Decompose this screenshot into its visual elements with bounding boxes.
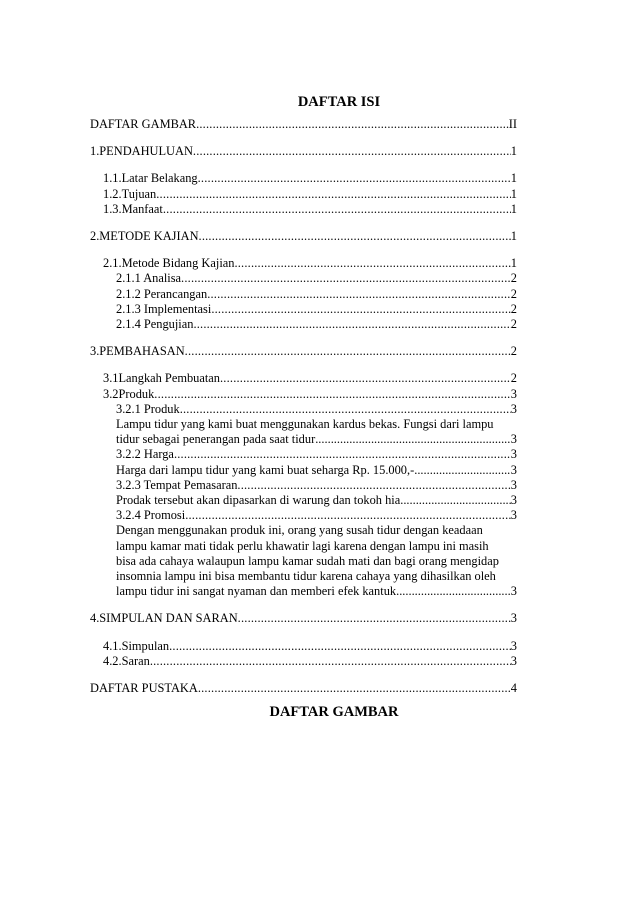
toc-entry-label: 4.2.Saran (103, 653, 150, 668)
toc-paragraph-promosi[interactable] (90, 523, 517, 599)
paragraph-line: insomnia lampu ini bisa membantu tidur karena cahaya yang dihasilkan oleh (116, 569, 496, 584)
toc-entry-daftar-gambar[interactable] (90, 117, 517, 132)
toc-entry-latar-belakang[interactable] (90, 171, 517, 186)
toc-entry-page: II (508, 117, 517, 131)
toc-entry-label: 3.2.1 Produk (116, 401, 180, 416)
toc-entry-page: 2 (510, 271, 517, 286)
toc-entry-label: DAFTAR PUSTAKA (90, 681, 198, 696)
toc-entry-page: 3 (510, 584, 517, 599)
toc-entry-label: 2.1.Metode Bidang Kajian (103, 256, 235, 271)
toc-entry-page: 3 (510, 493, 517, 508)
toc-entry-perancangan[interactable] (90, 287, 517, 302)
toc-entry-page: 1 (510, 256, 517, 271)
toc-entry-label: 1.1.Latar Belakang (103, 171, 198, 186)
toc-paragraph-produk[interactable] (90, 417, 517, 447)
toc-entry-page: 2 (510, 301, 517, 316)
toc-entry-page: 2 (510, 344, 517, 359)
toc-entry-produk-section[interactable] (90, 387, 517, 402)
toc-entry-label: 3.2.4 Promosi (116, 508, 186, 523)
toc-entry-label: 1.PENDAHULUAN (90, 144, 193, 159)
toc-entry-label: DAFTAR GAMBAR (90, 117, 197, 131)
toc-entry-page: 1 (510, 171, 517, 186)
toc-entry-label: 3.1Langkah Pembuatan (103, 371, 220, 386)
toc-entry-page: 3 (510, 638, 517, 653)
toc-entry-simpulan-dan-saran[interactable] (90, 611, 517, 626)
toc-entry-page: 1 (510, 201, 517, 216)
toc-entry-page: 3 (510, 508, 517, 523)
toc-entry-analisa[interactable] (90, 271, 517, 286)
toc-entry-tempat-pemasaran[interactable] (90, 478, 517, 493)
toc-entry-page: 1 (510, 229, 517, 244)
toc-entry-page: 3 (510, 653, 517, 668)
toc-entry-saran[interactable] (90, 654, 517, 669)
toc-entry-page: 3 (510, 401, 517, 416)
toc-entry-page: 3 (510, 611, 517, 626)
toc-entry-label: 3.2.2 Harga (116, 447, 174, 462)
toc-entry-tujuan[interactable] (90, 187, 517, 202)
toc-entry-label: 3.2Produk (103, 386, 155, 401)
toc-entry-page: 2 (510, 371, 517, 386)
toc-entry-label: 2.METODE KAJIAN (90, 229, 199, 244)
figures-title: DAFTAR GAMBAR (269, 704, 399, 720)
toc-entry-harga[interactable] (90, 447, 517, 462)
toc-entry-implementasi[interactable] (90, 302, 517, 317)
toc-entry-langkah-pembuatan[interactable] (90, 371, 517, 386)
toc-entry-page: 3 (510, 447, 517, 462)
toc-entry-daftar-pustaka[interactable] (90, 681, 517, 696)
toc-entry-promosi[interactable] (90, 508, 517, 523)
toc-entry-page: 1 (510, 144, 517, 159)
toc-entry-page: 3 (510, 432, 517, 447)
toc-entry-metode-bidang-kajian[interactable] (90, 256, 517, 271)
toc-entry-label: 1.3.Manfaat (103, 201, 163, 216)
toc-entry-page: 3 (510, 462, 517, 477)
paragraph-line: Prodak tersebut akan dipasarkan di warung dan tokoh hia (116, 493, 401, 508)
paragraph-line: tidur sebagai penerangan pada saat tidur (116, 432, 316, 447)
toc-entry-page: 2 (510, 286, 517, 301)
paragraph-line: Harga dari lampu tidur yang kami buat seharga Rp. 15.000,-. (116, 462, 418, 477)
toc-entry-pengujian[interactable] (90, 317, 517, 332)
toc-entry-label: 2.1.2 Perancangan (116, 286, 208, 301)
toc-entry-page: 2 (510, 317, 517, 332)
toc-entry-label: 2.1.4 Pengujian (116, 317, 194, 332)
toc-entry-label: 2.1.1 Analisa (116, 271, 182, 286)
paragraph-line: lampu kamar mati tidak perlu khawatir lagi karena dengan lampu ini masih (116, 538, 489, 553)
toc-entry-label: 3.2.3 Tempat Pemasaran (116, 477, 238, 492)
toc-paragraph-harga[interactable] (90, 463, 517, 478)
toc-entry-manfaat[interactable] (90, 202, 517, 217)
table-of-contents (90, 117, 517, 696)
toc-entry-page: 1 (510, 186, 517, 201)
toc-entry-pembahasan[interactable] (90, 344, 517, 359)
toc-entry-simpulan[interactable] (90, 639, 517, 654)
toc-entry-metode-kajian[interactable] (90, 229, 517, 244)
toc-entry-label: 4.SIMPULAN DAN SARAN (90, 611, 238, 626)
toc-entry-label: 3.PEMBAHASAN (90, 344, 185, 359)
toc-title: DAFTAR ISI (297, 94, 381, 110)
paragraph-line: bisa ada cahaya walaupun lampu kamar sudah mati dan bagi orang mengidap (116, 553, 499, 568)
toc-entry-label: 2.1.3 Implementasi (116, 301, 212, 316)
paragraph-line: Lampu tidur yang kami buat menggunakan kardus bekas. Fungsi dari lampu (116, 417, 494, 432)
toc-entry-produk[interactable] (90, 402, 517, 417)
paragraph-line: lampu tidur ini sangat nyaman dan memberi efek kantuk. (116, 584, 400, 599)
toc-entry-pendahuluan[interactable] (90, 144, 517, 159)
toc-entry-page: 3 (510, 386, 517, 401)
toc-entry-page: 3 (510, 477, 517, 492)
toc-entry-label: 4.1.Simpulan (103, 638, 170, 653)
toc-paragraph-tempat[interactable] (90, 493, 517, 508)
paragraph-line: Dengan menggunakan produk ini, orang yang susah tidur dengan keadaan (116, 523, 483, 538)
toc-entry-page: 4 (510, 681, 517, 696)
toc-entry-label: 1.2.Tujuan (103, 186, 157, 201)
